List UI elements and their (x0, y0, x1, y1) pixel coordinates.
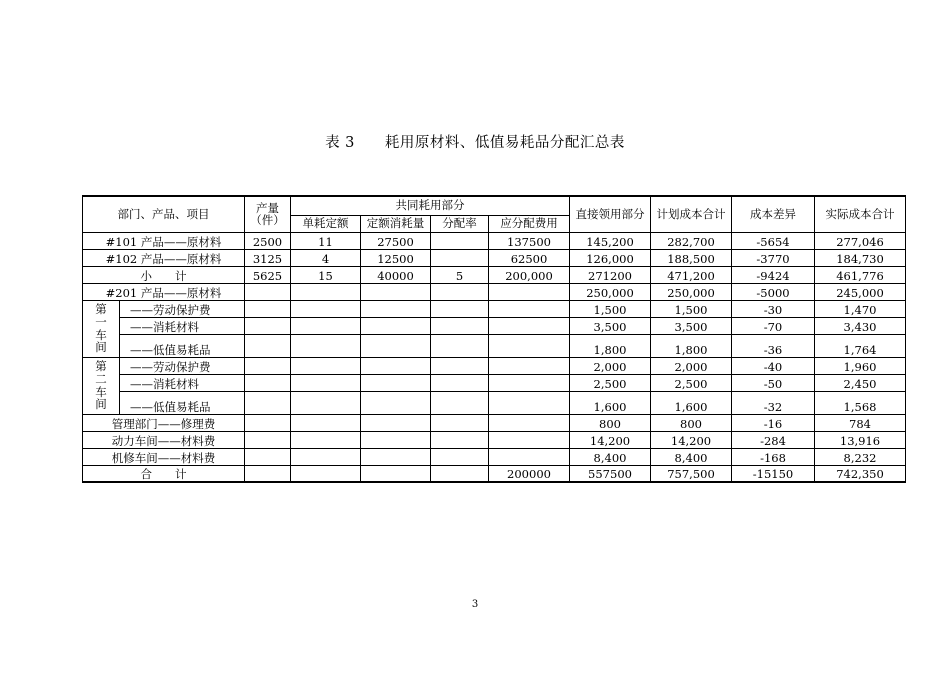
total-row (83, 465, 906, 482)
row-quota (361, 300, 431, 317)
header-unit-quota: 单耗定额 (291, 215, 361, 232)
row-actual: 1,960 (815, 357, 906, 374)
row-direct: 271200 (570, 266, 651, 283)
table-row (83, 448, 906, 465)
header-row-1 (83, 196, 906, 215)
row-quota: 27500 (361, 232, 431, 249)
table-row (83, 431, 906, 448)
row-unit: 4 (291, 249, 361, 266)
row-variance: -50 (732, 374, 815, 391)
header-output-line2: （件） (250, 213, 285, 228)
row-item: ——消耗材料 (120, 374, 245, 391)
row-rate (431, 317, 489, 334)
row-planned: 282,700 (651, 232, 732, 249)
row-planned: 1,600 (651, 391, 732, 414)
row-variance: -5654 (732, 232, 815, 249)
table-row (83, 391, 906, 414)
row-rate (431, 249, 489, 266)
row-qty (245, 448, 291, 465)
workshop-1-char: 间 (95, 340, 107, 355)
row-direct: 1,500 (570, 300, 651, 317)
row-variance: -36 (732, 334, 815, 357)
row-unit (291, 374, 361, 391)
workshop-2-label (83, 357, 120, 414)
row-unit: 11 (291, 232, 361, 249)
table-row (83, 414, 906, 431)
row-actual: 784 (815, 414, 906, 431)
row-variance: -15150 (732, 465, 815, 482)
table-row (83, 249, 906, 266)
row-quota (361, 448, 431, 465)
row-direct: 2,500 (570, 374, 651, 391)
row-unit: 15 (291, 266, 361, 283)
row-unit (291, 317, 361, 334)
row-item: ——低值易耗品 (120, 391, 245, 414)
page-number: 3 (471, 599, 479, 610)
row-alloc: 200000 (489, 465, 570, 482)
row-quota: 12500 (361, 249, 431, 266)
row-variance: -40 (732, 357, 815, 374)
workshop-1-char: 一 (95, 314, 107, 329)
workshop-2-char: 二 (95, 371, 107, 386)
row-alloc (489, 317, 570, 334)
row-rate (431, 300, 489, 317)
row-quota (361, 283, 431, 300)
row-planned: 1,800 (651, 334, 732, 357)
row-variance: -3770 (732, 249, 815, 266)
row-unit (291, 283, 361, 300)
row-quota: 40000 (361, 266, 431, 283)
header-alloc-cost: 应分配费用 (489, 215, 570, 232)
row-alloc (489, 283, 570, 300)
row-direct: 2,000 (570, 357, 651, 374)
row-variance: -30 (732, 300, 815, 317)
row-actual: 461,776 (815, 266, 906, 283)
row-alloc (489, 414, 570, 431)
row-direct: 250,000 (570, 283, 651, 300)
row-actual: 8,232 (815, 448, 906, 465)
row-qty: 5625 (245, 266, 291, 283)
row-actual: 245,000 (815, 283, 906, 300)
workshop-1-char: 第 (95, 302, 107, 317)
row-variance: -9424 (732, 266, 815, 283)
row-direct: 126,000 (570, 249, 651, 266)
row-actual: 13,916 (815, 431, 906, 448)
row-unit (291, 465, 361, 482)
row-item: #102 产品——原材料 (83, 249, 245, 266)
row-qty: 2500 (245, 232, 291, 249)
row-qty (245, 391, 291, 414)
row-item: 小 计 (83, 266, 245, 283)
row-qty (245, 317, 291, 334)
row-variance: -284 (732, 431, 815, 448)
row-planned: 3,500 (651, 317, 732, 334)
workshop-1-label (83, 300, 120, 357)
row-item: ——消耗材料 (120, 317, 245, 334)
row-actual: 742,350 (815, 465, 906, 482)
row-quota (361, 374, 431, 391)
row-quota (361, 334, 431, 357)
row-item: 动力车间——材料费 (83, 431, 245, 448)
header-output (245, 196, 291, 232)
table-number: 表 3 (325, 135, 355, 151)
row-qty (245, 431, 291, 448)
row-unit (291, 300, 361, 317)
row-direct: 800 (570, 414, 651, 431)
row-quota (361, 431, 431, 448)
row-planned: 188,500 (651, 249, 732, 266)
row-qty (245, 465, 291, 482)
header-planned: 计划成本合计 (651, 196, 732, 232)
row-unit (291, 448, 361, 465)
workshop-1-char: 车 (95, 327, 107, 342)
header-shared: 共同耗用部分 (291, 196, 570, 215)
row-alloc (489, 334, 570, 357)
row-quota (361, 357, 431, 374)
row-unit (291, 357, 361, 374)
row-planned: 471,200 (651, 266, 732, 283)
row-item: 合 计 (83, 465, 245, 482)
row-quota (361, 317, 431, 334)
row-rate (431, 357, 489, 374)
row-actual: 2,450 (815, 374, 906, 391)
row-direct: 8,400 (570, 448, 651, 465)
row-actual: 1,764 (815, 334, 906, 357)
header-output-line1: 产量 (256, 200, 279, 215)
row-rate (431, 414, 489, 431)
row-alloc (489, 448, 570, 465)
table-row (83, 357, 906, 374)
row-item: 机修车间——材料费 (83, 448, 245, 465)
header-dept: 部门、产品、项目 (83, 196, 245, 232)
row-alloc (489, 374, 570, 391)
row-variance: -168 (732, 448, 815, 465)
row-actual: 277,046 (815, 232, 906, 249)
row-qty (245, 414, 291, 431)
row-variance: -16 (732, 414, 815, 431)
row-item: 管理部门——修理费 (83, 414, 245, 431)
table-row (83, 300, 906, 317)
row-direct: 145,200 (570, 232, 651, 249)
row-alloc (489, 391, 570, 414)
row-rate (431, 448, 489, 465)
row-item: #101 产品——原材料 (83, 232, 245, 249)
row-qty (245, 374, 291, 391)
row-actual: 1,470 (815, 300, 906, 317)
row-rate (431, 431, 489, 448)
row-alloc: 62500 (489, 249, 570, 266)
row-unit (291, 414, 361, 431)
row-quota (361, 391, 431, 414)
row-quota (361, 414, 431, 431)
row-planned: 2,500 (651, 374, 732, 391)
row-rate (431, 374, 489, 391)
header-alloc-rate: 分配率 (431, 215, 489, 232)
table-row (83, 266, 906, 283)
row-rate (431, 334, 489, 357)
row-item: ——劳动保护费 (120, 357, 245, 374)
table-title (0, 131, 950, 152)
row-item: ——劳动保护费 (120, 300, 245, 317)
row-direct: 1,800 (570, 334, 651, 357)
row-qty (245, 283, 291, 300)
workshop-2-char: 第 (95, 359, 107, 374)
row-unit (291, 334, 361, 357)
row-rate (431, 465, 489, 482)
row-alloc (489, 300, 570, 317)
row-planned: 1,500 (651, 300, 732, 317)
row-unit (291, 431, 361, 448)
row-rate (431, 232, 489, 249)
row-actual: 184,730 (815, 249, 906, 266)
header-quota-consumption: 定额消耗量 (361, 215, 431, 232)
workshop-2-char: 间 (95, 397, 107, 412)
row-qty: 3125 (245, 249, 291, 266)
header-direct: 直接领用部分 (570, 196, 651, 232)
row-actual: 1,568 (815, 391, 906, 414)
row-planned: 8,400 (651, 448, 732, 465)
row-qty (245, 300, 291, 317)
row-planned: 800 (651, 414, 732, 431)
workshop-2-char: 车 (95, 384, 107, 399)
table-row (83, 232, 906, 249)
table-row (83, 334, 906, 357)
row-variance: -5000 (732, 283, 815, 300)
row-variance: -32 (732, 391, 815, 414)
header-actual: 实际成本合计 (815, 196, 906, 232)
table-row (83, 317, 906, 334)
row-actual: 3,430 (815, 317, 906, 334)
row-alloc: 200,000 (489, 266, 570, 283)
row-planned: 2,000 (651, 357, 732, 374)
row-rate (431, 283, 489, 300)
row-rate: 5 (431, 266, 489, 283)
allocation-summary-table (82, 195, 906, 483)
row-direct: 14,200 (570, 431, 651, 448)
row-item: #201 产品——原材料 (83, 283, 245, 300)
row-qty (245, 357, 291, 374)
row-unit (291, 391, 361, 414)
row-qty (245, 334, 291, 357)
row-rate (431, 391, 489, 414)
row-quota (361, 465, 431, 482)
table-title-text: 耗用原材料、低值易耗品分配汇总表 (384, 135, 625, 151)
row-direct: 1,600 (570, 391, 651, 414)
row-alloc (489, 431, 570, 448)
table-row (83, 374, 906, 391)
row-planned: 250,000 (651, 283, 732, 300)
row-planned: 757,500 (651, 465, 732, 482)
row-item: ——低值易耗品 (120, 334, 245, 357)
row-planned: 14,200 (651, 431, 732, 448)
table-row (83, 283, 906, 300)
row-alloc: 137500 (489, 232, 570, 249)
row-direct: 557500 (570, 465, 651, 482)
row-direct: 3,500 (570, 317, 651, 334)
header-variance: 成本差异 (732, 196, 815, 232)
row-alloc (489, 357, 570, 374)
row-variance: -70 (732, 317, 815, 334)
